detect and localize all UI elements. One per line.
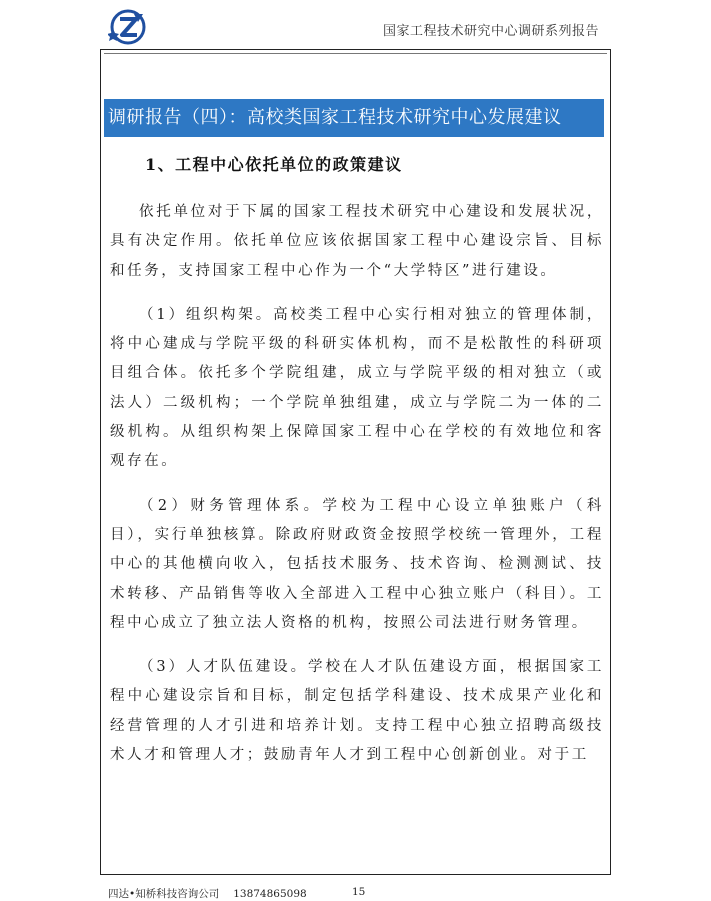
page-number: 15 — [352, 886, 366, 898]
report-series-title: 国家工程技术研究中心调研系列报告 — [382, 24, 599, 39]
body-text — [110, 198, 604, 785]
paragraph-intro: 依托单位对于下属的国家工程技术研究中心建设和发展状况，具有决定作用。依托单位应该依据国家工程中心建设宗旨、目标和任务，支持国家工程中心作为一个“大学特区”进行建设。 — [110, 204, 604, 279]
footer — [108, 886, 307, 901]
paragraph-organization: （1）组织构架。高校类工程中心实行相对独立的管理体制，将中心建成与学院平级的科研实体机构，而不是松散性的科研项目组合体。依托多个学院组建，成立与学院平级的相对独立（或法人）二级机构；一个学院单独组建，成立与学院二为一体的二级机构。从组织构架上保障国家工程中心在学校的有效地位和客观存在。 — [110, 306, 604, 470]
paragraph-finance: （2）财务管理体系。学校为工程中心设立单独账户（科目），实行单独核算。除政府财政资金按照学校统一管理外，工程中心的其他横向收入，包括技术服务、技术咨询、检测测试、技术转移、产品销售等收入全部进入工程中心独立账户（科目）。工程中心成立了独立法人资格的机构，按照公司法进行财务管理。 — [110, 497, 604, 631]
footer-phone: 13874865098 — [233, 888, 307, 900]
footer-company: 四达•知桥科技咨询公司 — [108, 888, 220, 900]
report-title-banner: 调研报告（四）：高校类国家工程技术研究中心发展建议 — [104, 99, 604, 137]
paragraph-talent: （3）人才队伍建设。学校在人才队伍建设方面，根据国家工程中心建设宗旨和目标，制定包括学科建设、技术成果产业化和经营管理的人才引进和培养计划。支持工程中心独立招聘高级技术人才和管理人才；鼓励青年人才到工程中心创新创业。对于工 — [110, 659, 604, 764]
company-logo-icon — [108, 8, 148, 46]
section-heading: 1、工程中心依托单位的政策建议 — [145, 155, 403, 174]
